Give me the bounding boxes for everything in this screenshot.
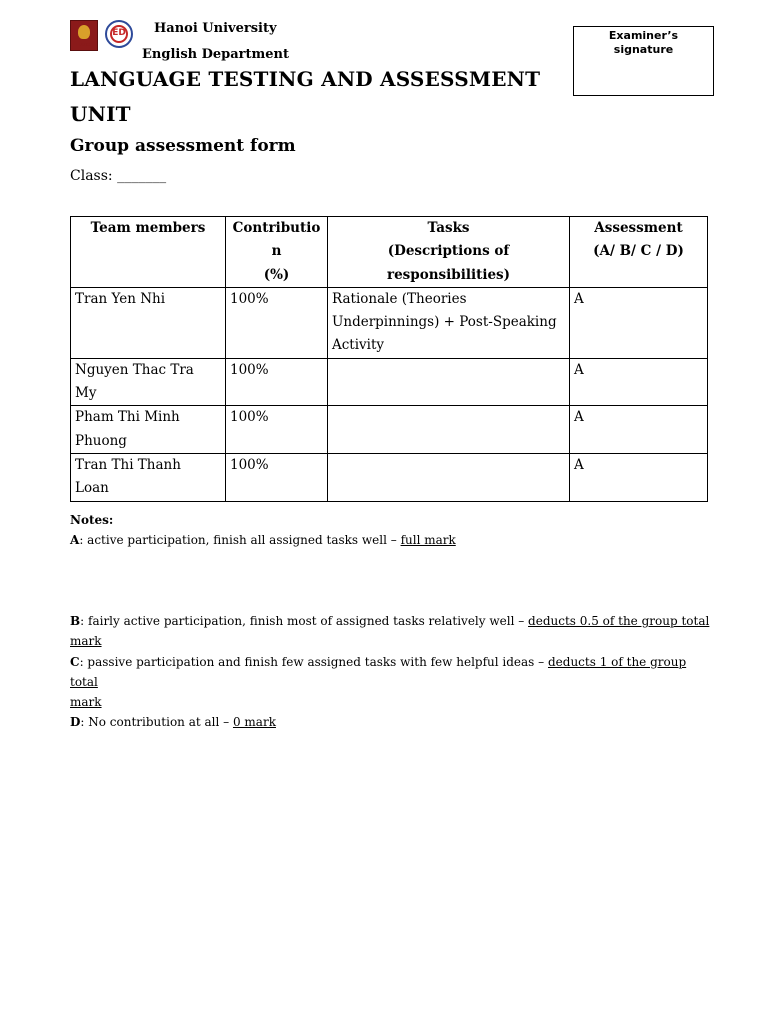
note-c-cont: mark xyxy=(70,695,102,710)
grade-cell: A xyxy=(570,287,708,358)
grade-cell: A xyxy=(570,358,708,406)
university-name: Hanoi University xyxy=(154,21,277,36)
class-field: Class: _______ xyxy=(70,168,167,184)
form-title: Group assessment form xyxy=(70,136,296,156)
signature-label: Examiner’s signature xyxy=(608,29,679,56)
task-cell: Rationale (Theories Underpinnings) + Post-Speaking Activity xyxy=(328,287,570,358)
note-d: D: No contribution at all – 0 mark xyxy=(70,715,276,730)
grade-cell: A xyxy=(570,453,708,501)
logo-text: HANOI xyxy=(76,42,92,47)
member-name-cell: Tran Yen Nhi xyxy=(71,287,226,358)
hanoi-university-logo xyxy=(70,20,98,51)
department-name: English Department xyxy=(142,47,290,62)
header-contribution: Contributio n (%) xyxy=(226,217,328,288)
table-row xyxy=(71,406,708,454)
logo-text: ED xyxy=(112,28,126,38)
examiner-signature-box xyxy=(573,26,714,96)
note-a: A: active participation, finish all assigned tasks well – full mark xyxy=(70,533,456,548)
task-cell xyxy=(328,453,570,501)
contribution-cell: 100% xyxy=(226,406,328,454)
member-name-cell: Tran Thi Thanh Loan xyxy=(71,453,226,501)
task-cell xyxy=(328,406,570,454)
header-team-members: Team members xyxy=(71,217,226,288)
table-header-row xyxy=(71,217,708,288)
contribution-cell: 100% xyxy=(226,453,328,501)
table-row xyxy=(71,358,708,406)
table-row xyxy=(71,453,708,501)
notes-block-bcd xyxy=(70,611,710,733)
member-name-cell: Pham Thi Minh Phuong xyxy=(71,406,226,454)
unit-title-line-1: LANGUAGE TESTING AND ASSESSMENT xyxy=(70,67,541,91)
contribution-cell: 100% xyxy=(226,287,328,358)
note-b: B: fairly active participation, finish most of assigned tasks relatively well – deducts 0.5 of the group total xyxy=(70,614,710,628)
unit-title-line-2: UNIT xyxy=(70,102,131,126)
table-row xyxy=(71,287,708,358)
member-name-cell: Nguyen Thac Tra My xyxy=(71,358,226,406)
assessment-table xyxy=(70,216,708,502)
notes-block-a xyxy=(70,510,710,551)
grade-cell: A xyxy=(570,406,708,454)
english-department-logo xyxy=(105,20,133,48)
task-cell xyxy=(328,358,570,406)
header-assessment: Assessment (A/ B/ C / D) xyxy=(570,217,708,288)
unit-title xyxy=(70,62,550,132)
crest-icon xyxy=(78,25,90,39)
header-tasks: Tasks (Descriptions of responsibilities) xyxy=(328,217,570,288)
contribution-cell: 100% xyxy=(226,358,328,406)
note-b-cont: mark xyxy=(70,634,102,649)
note-c: C: passive participation and finish few assigned tasks with few helpful ideas – deducts 1 of the group total xyxy=(70,654,687,689)
notes-heading: Notes: xyxy=(70,513,114,527)
